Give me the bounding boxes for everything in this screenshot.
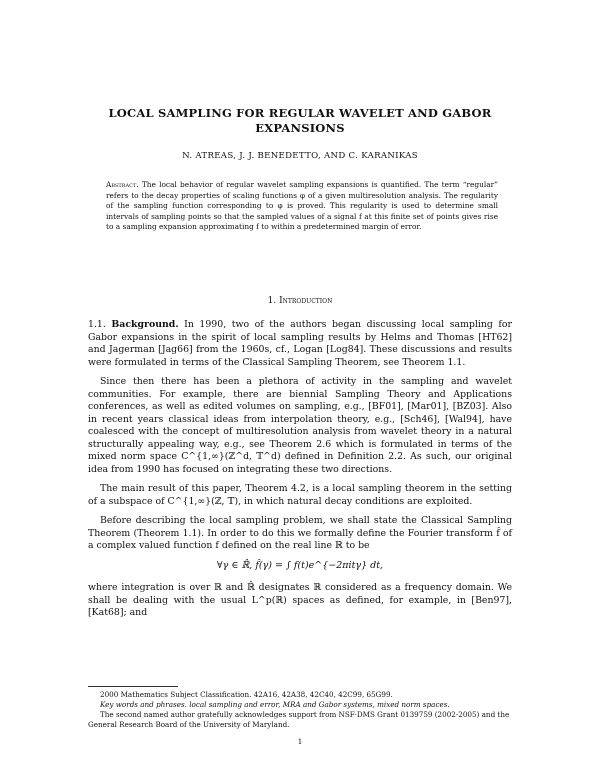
footnote-keywords: Key words and phrases. local sampling and error, MRA and Gabor systems, mixed norm spaces. [100, 700, 450, 709]
paragraph: The main result of this paper, Theorem 4.2, is a local sampling theorem in the setting of a subspace of C^{1,∞}(ℤ, 𝕋), in which natural decay conditions are exploited. [88, 483, 512, 507]
section-heading: 1. Introduction [267, 296, 333, 306]
abstract-label: Abstract. [106, 180, 139, 189]
footnote-acknowledgment: The second named author gratefully acknowledges support from NSF-DMS Grant 0139759 (2002-2005) and the General Research Board of the University of Maryland. [88, 710, 510, 729]
subsection-number: 1.1. [88, 319, 106, 330]
body-text [88, 319, 512, 627]
paragraph: Before describing the local sampling problem, we shall state the Classical Sampling Theorem (Theorem 1.1). In order to do this we formally define the Fourier transform f̂ of a complex valued function f defined on the real line ℝ to be [88, 515, 512, 551]
footnote-msc: 2000 Mathematics Subject Classification. 42A16, 42A38, 42C40, 42C99, 65G99. [100, 690, 393, 699]
subsection-text: In 1990, two of the authors began discussing local sampling for Gabor expansions in the spirit of local sampling results by Helms and Thomas [HT62] and Jagerman [Jag66] from the 1960s, cf., Logan [Log84]. These discussions and results were formulated in terms of the Classical Sampling Theorem, see Theorem 1.1. [88, 319, 512, 368]
abstract [106, 180, 498, 233]
subsection-paragraph [88, 319, 512, 369]
abstract-text: The local behavior of regular wavelet sampling expansions is quantified. The term “regular” refers to the decay properties of scaling functions φ of a given multiresolution analysis. The regularity of the sampling function corresponding to φ is proved. This regularity is used to determine small intervals of sampling points so that the sampled values of a signal f at this finite set of points gives rise to a sampling expansion approximating f to within a predetermined margin of error. [106, 180, 498, 231]
paper-title: LOCAL SAMPLING FOR REGULAR WAVELET AND GABOR EXPANSIONS [108, 106, 492, 135]
author-list: N. ATREAS, J. J. BENEDETTO, AND C. KARANIKAS [182, 151, 418, 161]
footnote-divider [88, 686, 178, 687]
closing-paragraph: where integration is over ℝ and ℝ̂ designates ℝ considered as a frequency domain. We shall be dealing with the usual L^p(ℝ) spaces as defined, for example, in [Ben97], [Kat68]; and [88, 582, 512, 618]
footnotes [88, 690, 512, 730]
fourier-formula: ∀γ ∈ ℝ̂, f̂(γ) = ∫ f(t)e^{−2πitγ} dt, [216, 559, 384, 571]
paragraph: Since then there has been a plethora of activity in the sampling and wavelet communities. For example, there are biennial Sampling Theory and Applications conferences, as well as edited volumes on sampling, e.g., [BF01], [Mar01], [BZ03]. Also in recent years classical ideas from interpolation theory, e.g., [Sch46], [Wal94], have coalesced with the concept of multiresolution analysis from wavelet theory in a natural structurally appealing way, e.g., see Theorem 2.6 which is formulated in terms of the mixed norm space C^{1,∞}(ℤ^d, 𝕋^d) defined in Definition 2.2. As such, our original idea from 1990 has focused on integrating these two directions. [88, 376, 512, 475]
subsection-title: Background. [111, 319, 179, 330]
page-number: 1 [297, 737, 303, 746]
